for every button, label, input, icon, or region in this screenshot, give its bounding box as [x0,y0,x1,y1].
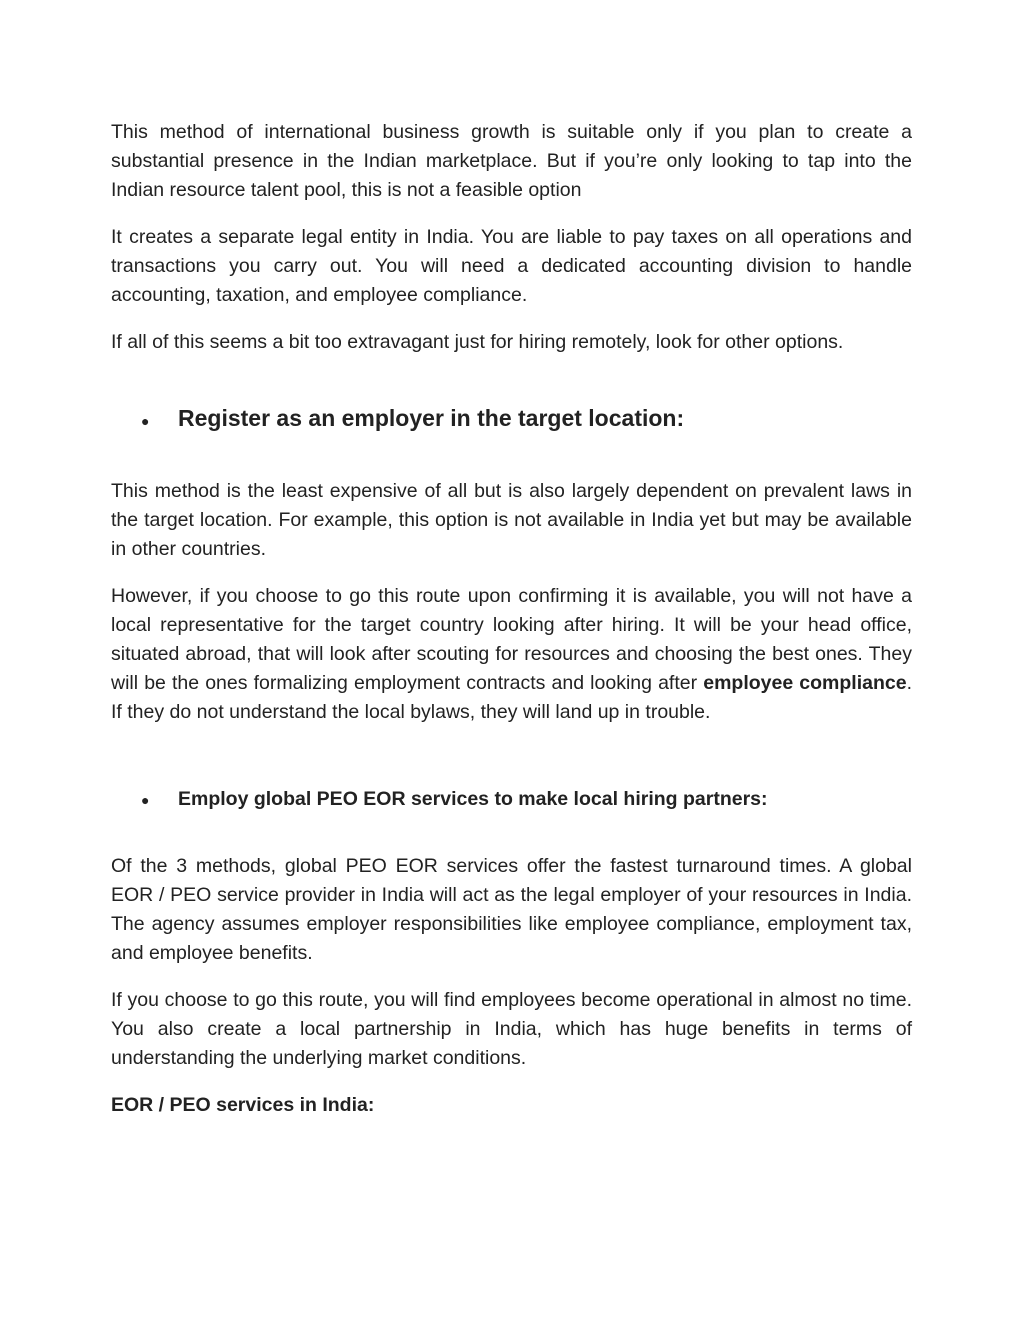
section-2-heading [141,785,912,814]
section-2-paragraph-2: If you choose to go this route, you will find employees become operational in almost no time. You also create a local partnership in India, which has huge benefits in terms of understanding the underlying market conditions. [111,989,912,1069]
closing-heading: EOR / PEO services in India: [111,1094,375,1116]
section-2-paragraph-1: Of the 3 methods, global PEO EOR services offer the fastest turnaround times. A global EOR / PEO service provider in India will act as the legal employer of your resources in India. The agency assumes employer responsibilities like employee compliance, employment tax, and employee benefits. [111,855,912,964]
bullet-icon: ● [141,792,150,808]
section-1-paragraph-2 [111,582,912,727]
employee-compliance-link[interactable]: employee compliance [703,672,907,694]
intro-paragraph-1: This method of international business growth is suitable only if you plan to create a substantial presence in the Indian marketplace. But if you’re only looking to tap into the Indian resource talent pool, this is not a feasible option [111,121,912,201]
paragraph-text: . If they do not understand the local bylaws, they will land up in trouble. [111,672,912,723]
paragraph-text: However, if you choose to go this route upon confirming it is available, you will not have a local representative for the target country looking after hiring. It will be your head office, situated abroad, that will look after scouting for resources and choosing the best ones. They will be the ones formalizing employment contracts and looking after [111,585,912,694]
intro-paragraph-2: It creates a separate legal entity in India. You are liable to pay taxes on all operations and transactions you carry out. You will need a dedicated accounting division to handle accounting, taxation, and employee compliance. [111,226,912,306]
section-1-heading-text: Register as an employer in the target location: [178,405,685,431]
section-1-heading [141,403,912,433]
intro-paragraph-3: If all of this seems a bit too extravagant just for hiring remotely, look for other options. [111,331,844,353]
bullet-icon: ● [141,413,150,429]
document-page [111,118,912,1120]
section-2-heading-text: Employ global PEO EOR services to make local hiring partners: [178,788,768,810]
section-1-paragraph-1: This method is the least expensive of all but is also largely dependent on prevalent laws in the target location. For example, this option is not available in India yet but may be available in other countries. [111,480,912,560]
